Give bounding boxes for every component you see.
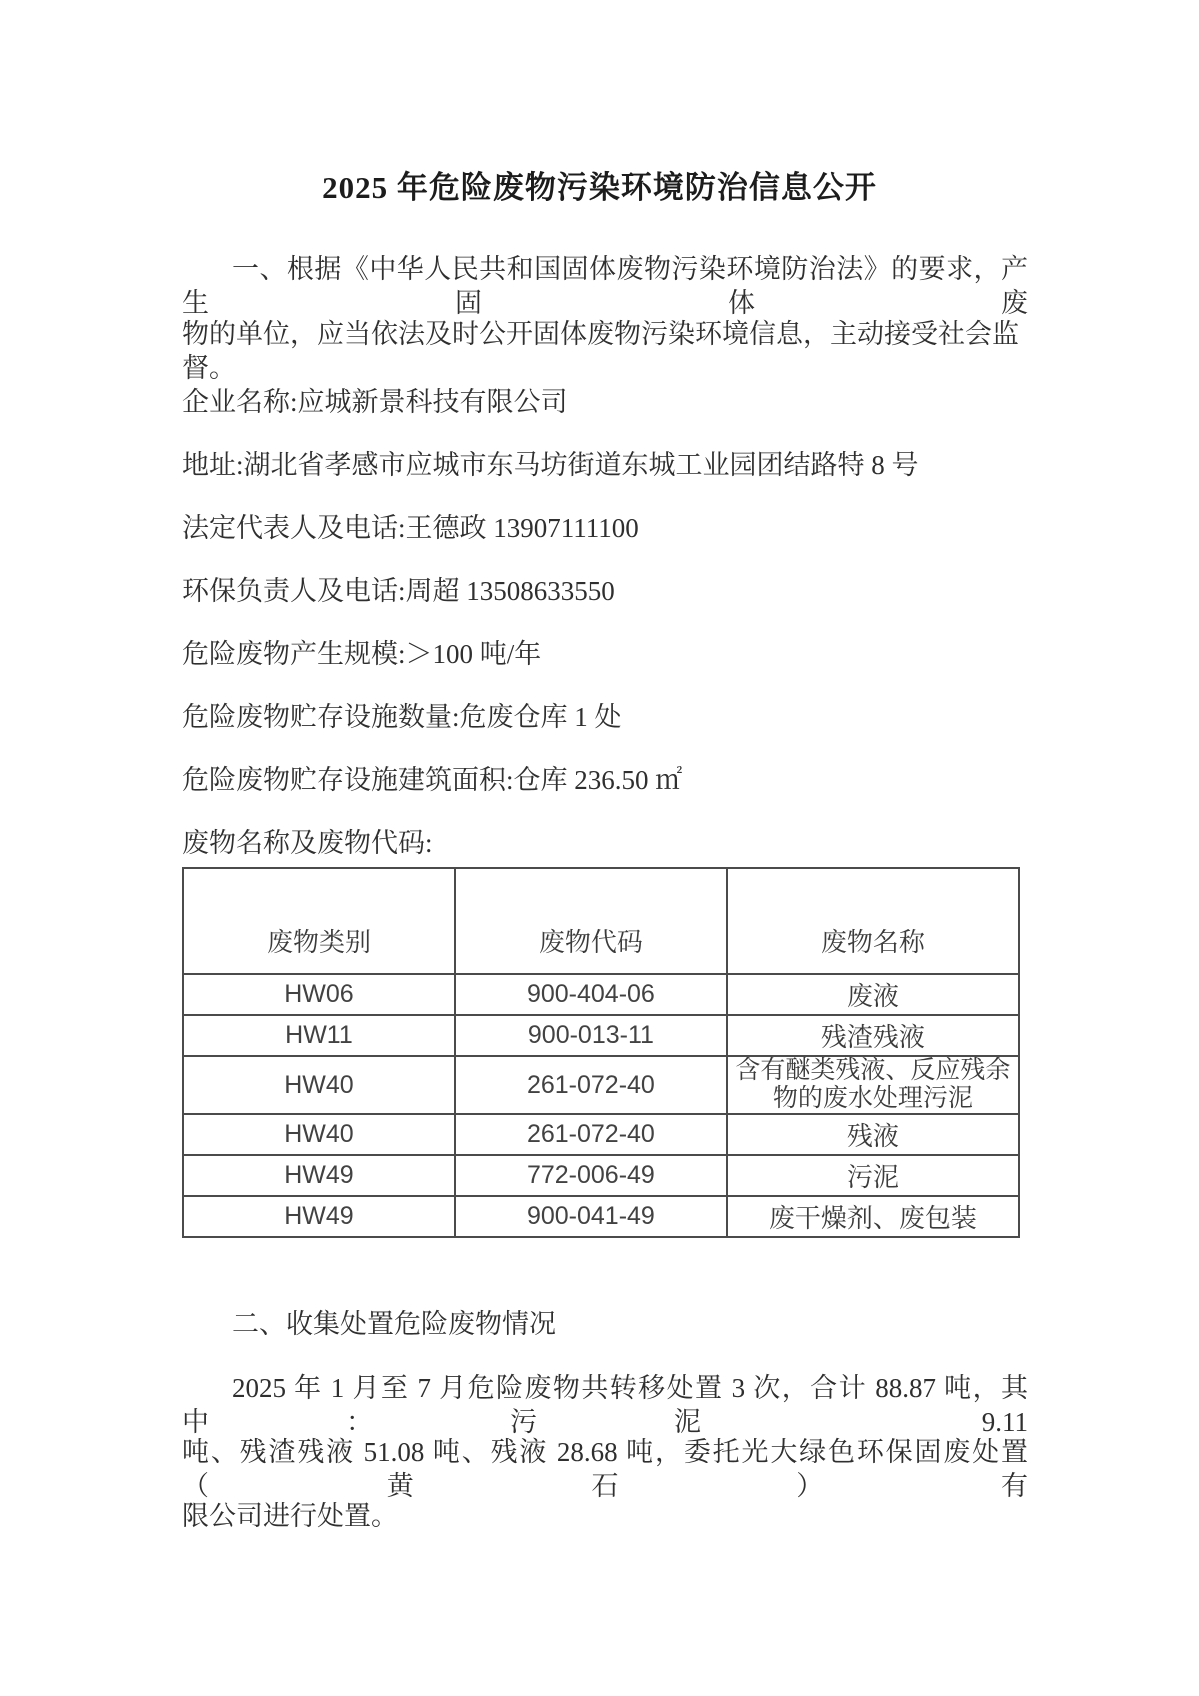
info-line-storage-facility-count: 危险废物贮存设施数量:危废仓库 1 处 [182, 702, 622, 732]
cell-waste-category: HW06 [183, 974, 455, 1015]
cell-waste-name: 残液 [727, 1114, 1019, 1155]
cell-waste-category: HW40 [183, 1114, 455, 1155]
table-row [183, 1196, 1019, 1237]
cell-waste-code: 900-013-11 [455, 1015, 727, 1056]
cell-waste-code: 900-041-49 [455, 1196, 727, 1237]
info-line-environmental-officer-phone: 环保负责人及电话:周超 13508633550 [182, 576, 615, 606]
cell-waste-category: HW49 [183, 1155, 455, 1196]
cell-waste-category: HW40 [183, 1056, 455, 1114]
cell-waste-name: 污泥 [727, 1155, 1019, 1196]
info-line-waste-production-scale: 危险废物产生规模:＞100 吨/年 [182, 639, 542, 669]
table-row [183, 1114, 1019, 1155]
table-row [183, 1015, 1019, 1056]
header-waste-code: 废物代码 [455, 868, 727, 974]
table-row [183, 1056, 1019, 1114]
waste-table [182, 867, 1020, 1238]
cell-waste-name: 废干燥剂、废包装 [727, 1196, 1019, 1237]
cell-waste-name: 残渣残液 [727, 1015, 1019, 1056]
intro-line-2: 物的单位，应当依法及时公开固体废物污染环境信息，主动接受社会监督。 [182, 319, 1019, 383]
info-line-address: 地址:湖北省孝感市应城市东马坊街道东城工业园团结路特 8 号 [182, 450, 919, 480]
cell-waste-category: HW49 [183, 1196, 455, 1237]
cell-waste-code: 900-404-06 [455, 974, 727, 1015]
info-line-storage-facility-area: 危险废物贮存设施建筑面积:仓库 236.50 ㎡ [182, 765, 683, 795]
cell-waste-name: 废液 [727, 974, 1019, 1015]
cell-waste-category: HW11 [183, 1015, 455, 1056]
section2-line-2: 吨、残渣残液 51.08 吨、残液 28.68 吨，委托光大绿色环保固废处置（黄石）有 [182, 1437, 1028, 1501]
header-waste-name: 废物名称 [727, 868, 1019, 974]
cell-waste-name: 含有醚类残液、反应残余物的废水处理污泥 [727, 1056, 1019, 1114]
section2-line-3: 限公司进行处置。 [182, 1501, 398, 1531]
cell-waste-code: 261-072-40 [455, 1056, 727, 1114]
table-row [183, 1155, 1019, 1196]
cell-waste-code: 772-006-49 [455, 1155, 727, 1196]
document-title: 2025 年危险废物污染环境防治信息公开 [322, 170, 877, 205]
cell-waste-code: 261-072-40 [455, 1114, 727, 1155]
section2-heading: 二、收集处置危险废物情况 [232, 1309, 556, 1339]
info-line-company-name: 企业名称:应城新景科技有限公司 [182, 387, 568, 417]
table-row [183, 974, 1019, 1015]
section2-line-1: 2025 年 1 月至 7 月危险废物共转移处置 3 次，合计 88.87 吨，其中：污泥 9.11 [182, 1373, 1028, 1437]
waste-table-header-row [183, 868, 1019, 974]
intro-line-1: 一、根据《中华人民共和国固体废物污染环境防治法》的要求，产生固体废 [182, 254, 1028, 318]
header-waste-category: 废物类别 [183, 868, 455, 974]
waste-table-caption: 废物名称及废物代码: [182, 828, 433, 858]
info-line-legal-representative-phone: 法定代表人及电话:王德政 13907111100 [182, 513, 639, 543]
